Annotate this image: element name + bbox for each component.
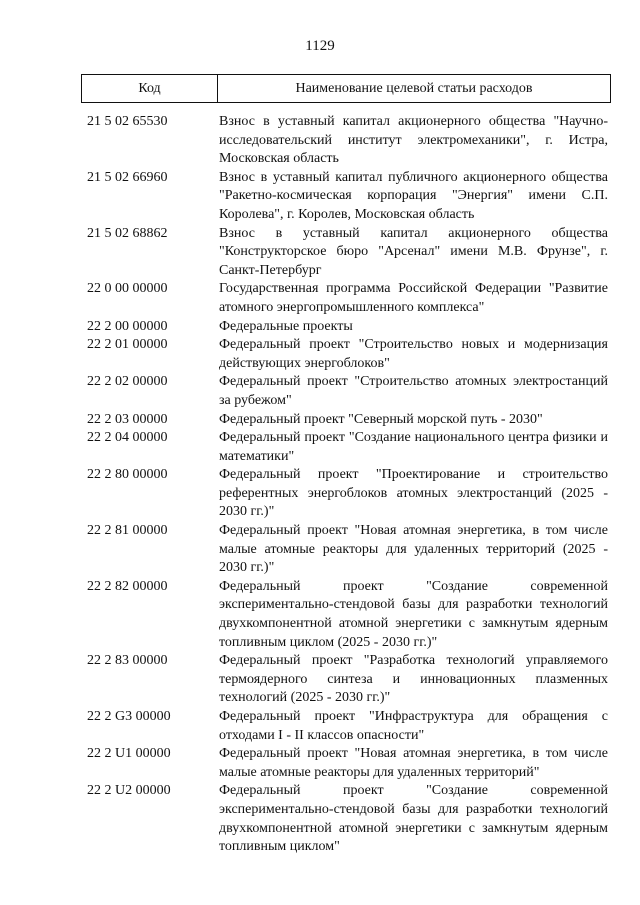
table-row [0, 522, 640, 578]
table-row [0, 169, 640, 225]
table-row [0, 225, 640, 281]
page-number: 1129 [305, 38, 335, 54]
table-row [0, 745, 640, 782]
row-description: Государственная программа Российской Федерации "Развитие атомного энергопромышленного комплекса" [219, 281, 608, 315]
row-code: 21 5 02 65530 [87, 114, 168, 129]
row-code: 22 2 82 00000 [87, 578, 168, 594]
row-code: 22 2 02 00000 [87, 374, 168, 390]
column-header-code: Код [82, 75, 218, 102]
table-header [81, 74, 611, 103]
row-code: 22 2 00 00000 [87, 318, 168, 334]
row-code: 22 2 83 00000 [87, 653, 168, 669]
table-row [0, 280, 640, 317]
row-description: Федеральный проект "Создание современной экспериментально-стендовой базы для разработки технологий двухкомпонентной атомной энергетики с замкнутым ядерным топливным циклом (2025 - 2030 гг.)" [219, 578, 608, 650]
row-code: 22 2 01 00000 [87, 337, 168, 353]
row-code: 21 5 02 68862 [87, 225, 168, 241]
row-description: Федеральный проект "Создание современной экспериментально-стендовой базы для разработки технологий двухкомпонентной атомной энергетики с замкнутым ядерным топливным циклом" [219, 783, 608, 855]
table-row [0, 113, 640, 169]
column-header-name: Наименование целевой статьи расходов [295, 80, 533, 96]
row-code: 22 2 80 00000 [87, 467, 168, 483]
row-description: Федеральный проект "Строительство новых и модернизация действующих энергоблоков" [219, 337, 608, 371]
row-code: 22 0 00 00000 [87, 281, 168, 297]
table-row [0, 429, 640, 466]
table-row [0, 578, 640, 652]
table-row [0, 782, 640, 856]
row-description: Федеральный проект "Новая атомная энергетика, в том числе малые атомные реакторы для удаленных территорий" [219, 746, 608, 780]
row-description: Взнос в уставный капитал акционерного общества "Конструкторское бюро "Арсенал" имени М.В. Фрунзе", г. Санкт-Петербург [219, 225, 608, 278]
row-code: 22 2 G3 00000 [87, 709, 171, 724]
table-row [0, 708, 640, 745]
row-code: 22 2 U1 00000 [87, 746, 171, 762]
row-description: Федеральный проект "Создание национального центра физики и математики" [219, 430, 608, 464]
row-description: Взнос в уставный капитал публичного акционерного общества "Ракетно-космическая корпорация "Энергия" имени С.П. Королева", г. Королев, Московская область [219, 169, 608, 222]
row-code: 22 2 81 00000 [87, 523, 168, 539]
row-code: 22 2 04 00000 [87, 430, 168, 446]
row-description: Федеральный проект "Новая атомная энергетика, в том числе малые атомные реакторы для удаленных территорий (2025 - 2030 гг.)" [219, 523, 608, 576]
row-description: Федеральные проекты [219, 318, 353, 334]
table-body [0, 113, 640, 857]
row-code: 21 5 02 66960 [87, 169, 168, 185]
row-description: Взнос в уставный капитал акционерного общества "Научно-исследовательский институт электромеханики", г. Истра, Московская область [219, 114, 608, 167]
table-row [0, 373, 640, 410]
row-description: Федеральный проект "Разработка технологий управляемого термоядерного синтеза и инновационных плазменных технологий (2025 - 2030 гг.)" [219, 653, 608, 706]
table-row [0, 411, 640, 430]
row-code: 22 2 03 00000 [87, 411, 168, 427]
row-description: Федеральный проект "Строительство атомных электростанций за рубежом" [219, 374, 608, 408]
table-row [0, 466, 640, 522]
table-row [0, 336, 640, 373]
row-code: 22 2 U2 00000 [87, 783, 171, 799]
row-description: Федеральный проект "Проектирование и строительство референтных энергоблоков атомных электростанций (2025 - 2030 гг.)" [219, 467, 608, 520]
row-description: Федеральный проект "Инфраструктура для обращения с отходами I - II классов опасности" [219, 709, 608, 743]
table-row [0, 652, 640, 708]
table-row [0, 318, 640, 337]
row-description: Федеральный проект "Северный морской путь - 2030" [219, 411, 543, 427]
